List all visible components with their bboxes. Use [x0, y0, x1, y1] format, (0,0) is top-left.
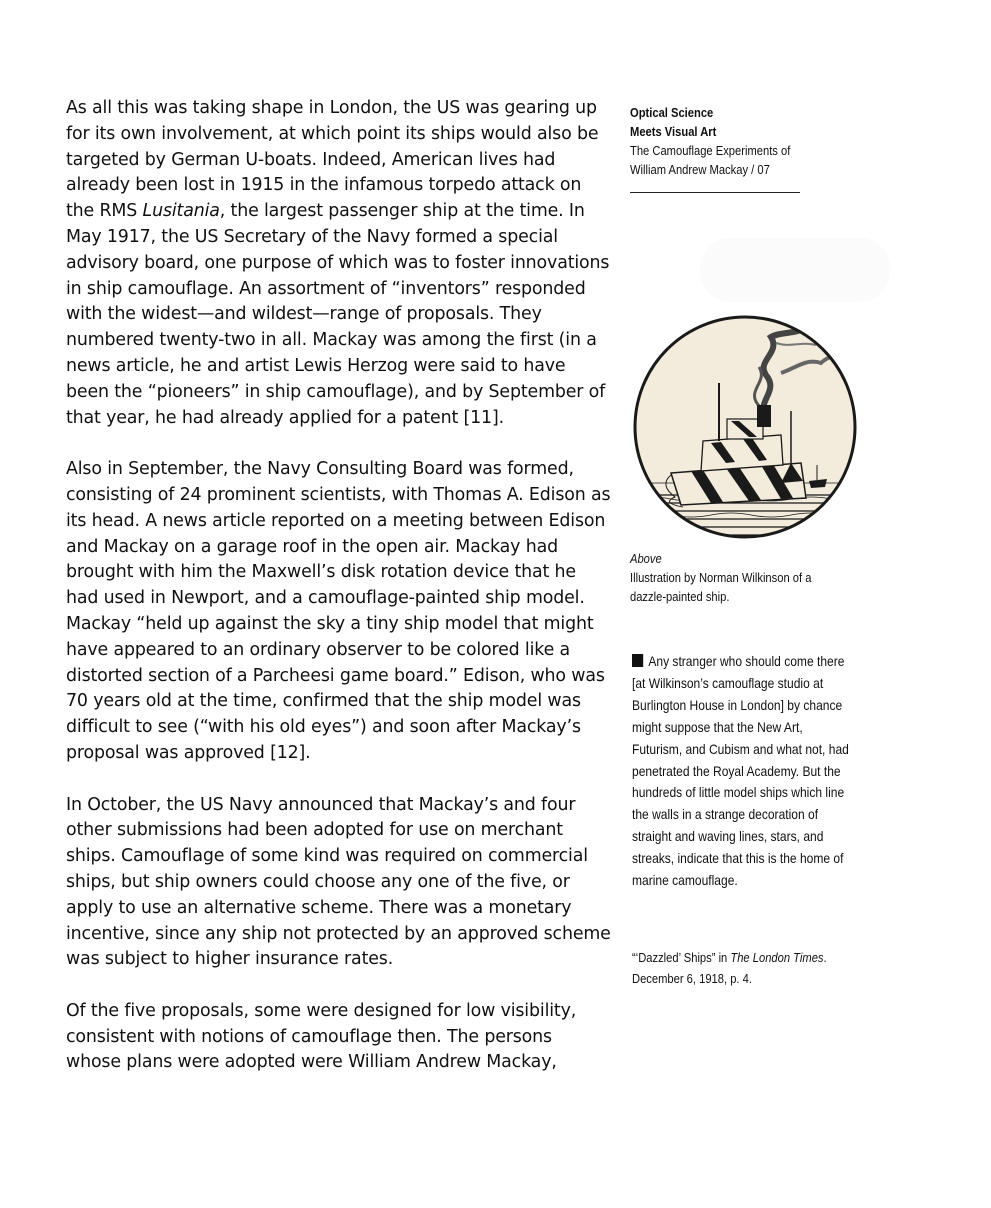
ship-name-lusitania: Lusitania: [142, 201, 220, 222]
running-head-rule: [630, 192, 800, 193]
running-head-title-1: Optical Science: [630, 105, 714, 120]
paragraph-1-text-b: , the largest passenger ship at the time. In May 1917, the US Secretary of the Navy formed a special advisory board, one purpose of which was to foster innovations in ship camouflage. An assortment of “inventors” responded with the widest—and wildest—range of proposals. They numbered twenty-two in all. Mackay was among the first (in a news article, he and artist Lewis Herzog were said to have been the “pioneers” in ship camouflage), and by September of that year, he had already applied for a patent [11].: [66, 201, 610, 428]
running-head-title-2: Meets Visual Art: [630, 124, 717, 139]
caption-text: Illustration by Norman Wilkinson of a dazzle-painted ship.: [630, 570, 812, 604]
source-suffix: . December 6, 1918, p. 4.: [632, 950, 827, 986]
faint-background-shape: [700, 238, 890, 302]
source-prefix: “‘Dazzled’ Ships” in: [632, 950, 731, 965]
body-text: [66, 96, 611, 1102]
running-head: [630, 103, 830, 179]
paragraph-1: [66, 96, 611, 431]
running-head-subtitle-1: The Camouflage Experiments of: [630, 143, 791, 158]
quote-source: [632, 947, 854, 989]
paragraph-1-text-a: As all this was taking shape in London, the US was gearing up for its own involvement, at which point its ships would also be targeted by German U-boats. Indeed, American lives had already been lost in 1915 in the infamous torpedo attack on the RMS: [66, 98, 599, 222]
illustration-caption: [630, 549, 845, 606]
running-head-subtitle-2: William Andrew Mackay / 07: [630, 162, 770, 177]
pull-quote: [632, 651, 854, 892]
paragraph-4: Of the five proposals, some were designed for low visibility, consistent with notions of camouflage then. The persons whose plans were adopted were William Andrew Mackay,: [66, 1000, 577, 1073]
caption-label: Above: [630, 551, 662, 566]
paragraph-2: Also in September, the Navy Consulting Board was formed, consisting of 24 prominent scientists, with Thomas A. Edison as its head. A news article reported on a meeting between Edison and Mackay on a garage roof in the open air. Mackay had brought with him the Maxwell’s disk rotation device that he had used in Newport, and a camouflage-painted ship model. Mackay “held up against the sky a tiny ship model that might have appeared to an ordinary observer to be colored like a distorted section of a Parcheesi game board.” Edison, who was 70 years old at the time, confirmed that the ship model was difficult to see (“with his old eyes”) and soon after Mackay’s proposal was approved [12].: [66, 459, 611, 763]
source-publication: The London Times: [730, 950, 824, 965]
paragraph-3: In October, the US Navy announced that Mackay’s and four other submissions had been adopted for use on merchant ships. Camouflage of some kind was required on commercial ships, but ship owners could choose any one of the five, or apply to use an alternative scheme. There was a monetary incentive, since any ship not protected by an approved scheme was subject to higher insurance rates.: [66, 794, 611, 970]
dazzle-ship-illustration: [631, 313, 859, 541]
pull-quote-text: Any stranger who should come there [at Wilkinson’s camouflage studio at Burlington House in London] by chance might suppose that the New Art, Futurism, and Cubism and what not, had penetrated the Royal Academy. But the hundreds of little model ships which line the walls in a strange decoration of straight and waving lines, stars, and streaks, indicate that this is the home of marine camouflage.: [632, 653, 849, 889]
quote-marker-square: [632, 654, 643, 667]
